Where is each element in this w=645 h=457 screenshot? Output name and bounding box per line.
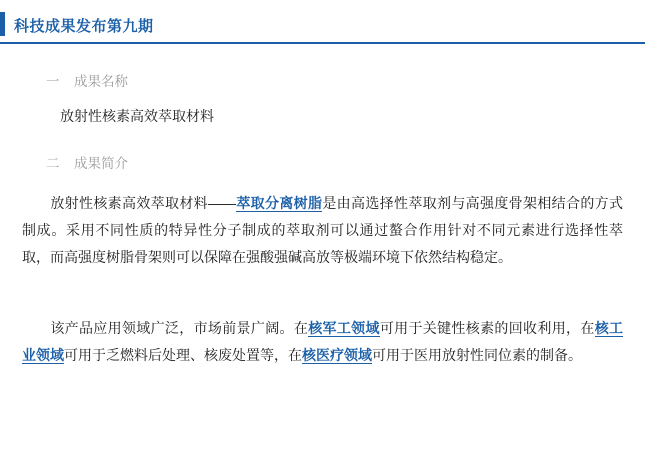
section-label: 成果简介 bbox=[74, 156, 128, 171]
section-label: 成果名称 bbox=[74, 74, 128, 89]
achievement-name-value: 放射性核素高效萃取材料 bbox=[60, 108, 214, 124]
title-divider bbox=[0, 42, 645, 44]
highlight-term: 核医疗领域 bbox=[302, 347, 372, 363]
text-run: 可用于乏燃料后处理、核废处置等，在 bbox=[64, 347, 302, 363]
document-page bbox=[0, 10, 645, 457]
paragraph bbox=[22, 190, 623, 271]
document-title-bar bbox=[0, 10, 645, 40]
paragraph bbox=[22, 315, 623, 369]
highlight-term: 萃取分离树脂 bbox=[236, 195, 323, 211]
text-run: 该产品应用领域广泛，市场前景广阔。在 bbox=[50, 320, 309, 336]
section-number: 二 bbox=[46, 156, 60, 171]
page-title: 科技成果发布第九期 bbox=[14, 17, 154, 35]
text-run: 放射性核素高效萃取材料—— bbox=[50, 195, 236, 211]
title-accent-bar bbox=[0, 12, 5, 36]
section-heading-1 bbox=[22, 70, 623, 90]
section-heading-2 bbox=[22, 152, 623, 172]
section-number: 一 bbox=[46, 74, 60, 89]
paragraph-spacer bbox=[22, 285, 623, 299]
text-run: 是由高选择性萃取剂与高强度骨架相结合的方式制成。采用不同性质的特异性分子制成的萃取剂可以通过螯合作用针对不同元素进行选择性萃取，而高强度树脂骨架则可以保障在强酸强碱高放等极端环境下依然结构稳定。 bbox=[22, 195, 624, 265]
text-run: 可用于关键性核素的回收利用，在 bbox=[379, 320, 595, 336]
document-body bbox=[0, 70, 645, 369]
highlight-term: 核工业领域 bbox=[22, 320, 624, 363]
text-run: 可用于医用放射性同位素的制备。 bbox=[372, 347, 582, 363]
highlight-term: 核军工领域 bbox=[308, 320, 380, 336]
